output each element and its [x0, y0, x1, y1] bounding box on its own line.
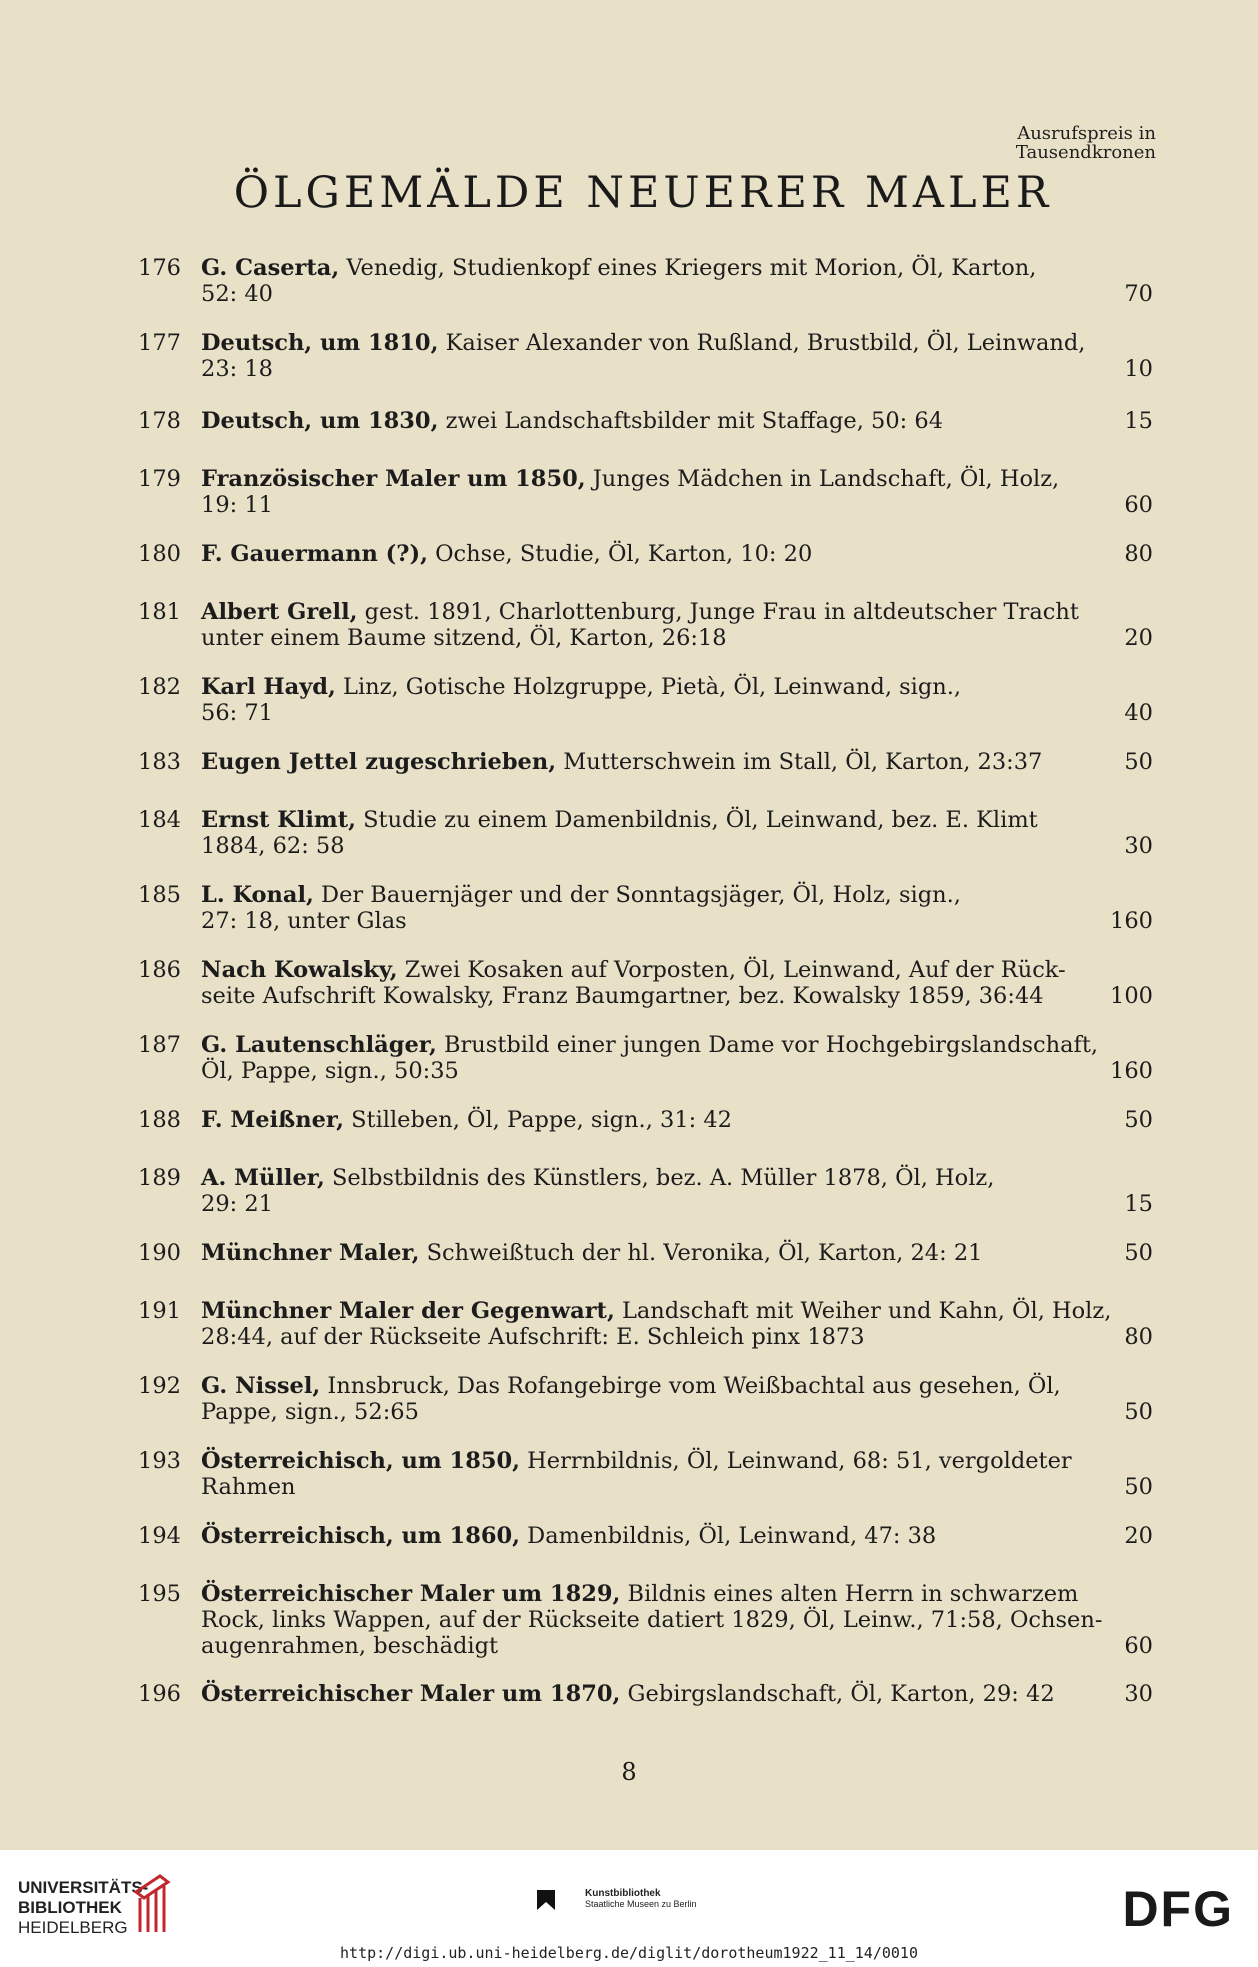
starting-price: 70: [1124, 281, 1153, 307]
entry-description: [201, 1373, 1153, 1425]
entry-line-text: [201, 1474, 296, 1500]
artist-name: Eugen Jettel zugeschrieben,: [201, 749, 557, 775]
entry-description: [201, 1107, 1153, 1133]
entry-line-text: [201, 1681, 1055, 1707]
description-text: Stilleben, Öl, Pappe, sign., 31: 42: [351, 1107, 732, 1133]
description-text: 52: 40: [201, 281, 273, 307]
entry-line-text: [201, 330, 1085, 356]
entry-line-text: [201, 908, 407, 934]
description-text: 28:44, auf der Rückseite Aufschrift: E. Schleich pinx 1873: [201, 1324, 865, 1350]
entry-line-text: [201, 983, 1044, 1009]
entry-description: [201, 749, 1153, 775]
lot-number: 191: [138, 1298, 181, 1324]
lot-number: 189: [138, 1165, 181, 1191]
ub-heidelberg-mark-icon: [130, 1872, 174, 1936]
lot-number: 194: [138, 1523, 181, 1549]
entry-description: [201, 1032, 1153, 1084]
description-text: Rahmen: [201, 1474, 296, 1500]
starting-price: 50: [1124, 1399, 1153, 1425]
entry-line-text: [201, 1058, 459, 1084]
entry-line-text: [201, 1324, 865, 1350]
entry-line-text: [201, 957, 1066, 983]
entry-line-text: [201, 541, 812, 567]
starting-price: 60: [1124, 492, 1153, 518]
description-text: Zwei Kosaken auf Vorposten, Öl, Leinwand, Auf der Rück-: [404, 957, 1066, 983]
description-text: Junges Mädchen in Landschaft, Öl, Holz,: [592, 466, 1060, 492]
artist-name: Albert Grell,: [201, 599, 358, 625]
description-text: augenrahmen, beschädigt: [201, 1633, 499, 1659]
artist-name: G. Nissel,: [201, 1373, 321, 1399]
entry-line: [201, 1107, 1153, 1133]
entry-line-text: [201, 408, 943, 434]
entry-line: [201, 1633, 1153, 1659]
page-number: 8: [621, 1758, 637, 1786]
description-text: 19: 11: [201, 492, 273, 518]
lot-number: 176: [138, 255, 181, 281]
entry-line-text: [201, 1240, 982, 1266]
starting-price: 100: [1110, 983, 1153, 1009]
description-text: Studie zu einem Damenbildnis, Öl, Leinwand, bez. E. Klimt: [363, 807, 1038, 833]
entry-line-text: [201, 1523, 936, 1549]
artist-name: L. Konal,: [201, 882, 314, 908]
entry-description: [201, 1681, 1153, 1707]
entry-description: [201, 674, 1153, 726]
description-text: Schweißtuch der hl. Veronika, Öl, Karton, 24: 21: [426, 1240, 983, 1266]
artist-name: Münchner Maler,: [201, 1240, 420, 1266]
entry-description: [201, 599, 1153, 651]
description-text: 23: 18: [201, 356, 273, 382]
entry-line-text: [201, 1298, 1111, 1324]
entry-line-text: [201, 1633, 498, 1659]
entry-line: [201, 1607, 1153, 1633]
entry-description: [201, 330, 1153, 382]
description-text: Linz, Gotische Holzgruppe, Pietà, Öl, Leinwand, sign.,: [343, 674, 962, 700]
description-text: seite Aufschrift Kowalsky, Franz Baumgartner, bez. Kowalsky 1859, 36:44: [201, 983, 1044, 1009]
description-text: Öl, Pappe, sign., 50:35: [201, 1058, 459, 1084]
entry-line-text: [201, 599, 1079, 625]
description-text: 56: 71: [201, 700, 273, 726]
starting-price: 80: [1124, 1324, 1153, 1350]
entry-line: [201, 255, 1153, 281]
lot-number: 196: [138, 1681, 181, 1707]
entry-line-text: [201, 1165, 994, 1191]
entry-line: [201, 882, 1153, 908]
entry-description: [201, 1298, 1153, 1350]
lot-number: 193: [138, 1448, 181, 1474]
kunstbibliothek-mark-icon: [537, 1890, 555, 1910]
dfg-logo[interactable]: DFG: [1122, 1881, 1234, 1937]
description-text: Innsbruck, Das Rofangebirge vom Weißbachtal aus gesehen, Öl,: [327, 1373, 1061, 1399]
starting-price: 20: [1124, 625, 1153, 651]
starting-price: 15: [1124, 1191, 1153, 1217]
lot-number: 181: [138, 599, 181, 625]
starting-price: 160: [1110, 908, 1153, 934]
entry-line: [201, 749, 1153, 775]
description-text: Bildnis eines alten Herrn in schwarzem: [627, 1581, 1079, 1607]
lot-number: 183: [138, 749, 181, 775]
entry-line-text: [201, 281, 273, 307]
ub-logo-line1: UNIVERSITÄTS-: [18, 1878, 149, 1897]
entry-description: [201, 957, 1153, 1009]
entry-line: [201, 1474, 1153, 1500]
lot-number: 192: [138, 1373, 181, 1399]
starting-price: 50: [1124, 1240, 1153, 1266]
starting-price: 20: [1124, 1523, 1153, 1549]
artist-name: G. Lautenschläger,: [201, 1032, 437, 1058]
entry-description: [201, 541, 1153, 567]
entry-description: [201, 1240, 1153, 1266]
artist-name: G. Caserta,: [201, 255, 340, 281]
entry-line-text: [201, 1373, 1061, 1399]
entry-line: [201, 1681, 1153, 1707]
artist-name: Karl Hayd,: [201, 674, 336, 700]
entry-line: [201, 356, 1153, 382]
lot-number: 182: [138, 674, 181, 700]
entry-description: [201, 807, 1153, 859]
entry-line: [201, 1373, 1153, 1399]
entry-line: [201, 330, 1153, 356]
entry-line-text: [201, 1581, 1078, 1607]
entry-description: [201, 466, 1153, 518]
entry-line: [201, 807, 1153, 833]
description-text: Mutterschwein im Stall, Öl, Karton, 23:37: [563, 749, 1043, 775]
entry-line: [201, 1058, 1153, 1084]
entry-line-text: [201, 700, 273, 726]
ub-logo-line2: BIBLIOTHEK: [18, 1898, 122, 1917]
description-text: unter einem Baume sitzend, Öl, Karton, 26:18: [201, 625, 727, 651]
price-label-line2: Tausendkronen: [1015, 142, 1156, 163]
entry-line-text: [201, 625, 727, 651]
starting-price: 10: [1124, 356, 1153, 382]
entry-line-text: [201, 882, 961, 908]
entry-line: [201, 1448, 1153, 1474]
description-text: Damenbildnis, Öl, Leinwand, 47: 38: [527, 1523, 937, 1549]
entry-line-text: [201, 1107, 732, 1133]
description-text: 1884, 62: 58: [201, 833, 345, 859]
entry-line: [201, 1523, 1153, 1549]
kb-logo-line1: Kunstbibliothek: [585, 1888, 661, 1899]
description-text: Ochse, Studie, Öl, Karton, 10: 20: [435, 541, 813, 567]
starting-price: 50: [1124, 1107, 1153, 1133]
entry-line: [201, 599, 1153, 625]
viewer-footer: [0, 1850, 1258, 1967]
entry-line: [201, 492, 1153, 518]
lot-number: 178: [138, 408, 181, 434]
entry-line-text: [201, 466, 1059, 492]
price-label-line1: Ausrufspreis in: [1017, 123, 1156, 144]
entry-description: [201, 1448, 1153, 1500]
description-text: Der Bauernjäger und der Sonntagsjäger, Öl, Holz, sign.,: [321, 882, 961, 908]
entry-line-text: [201, 1191, 273, 1217]
entry-line: [201, 625, 1153, 651]
entry-line-text: [201, 674, 961, 700]
entry-line-text: [201, 1032, 1098, 1058]
price-column-header: [956, 124, 1156, 162]
artist-name: Deutsch, um 1830,: [201, 408, 439, 434]
description-text: zwei Landschaftsbilder mit Staffage, 50: 64: [445, 408, 944, 434]
description-text: Selbstbildnis des Künstlers, bez. A. Müller 1878, Öl, Holz,: [332, 1165, 995, 1191]
lot-number: 177: [138, 330, 181, 356]
entry-line: [201, 1032, 1153, 1058]
starting-price: 40: [1124, 700, 1153, 726]
artist-name: F. Meißner,: [201, 1107, 344, 1133]
description-text: 27: 18, unter Glas: [201, 908, 407, 934]
lot-number: 180: [138, 541, 181, 567]
entry-description: [201, 1581, 1153, 1659]
entry-line-text: [201, 492, 273, 518]
entry-line: [201, 908, 1153, 934]
entry-description: [201, 1523, 1153, 1549]
starting-price: 160: [1110, 1058, 1153, 1084]
entry-description: [201, 1165, 1153, 1217]
starting-price: 30: [1124, 833, 1153, 859]
entry-line-text: [201, 1607, 1102, 1633]
artist-name: F. Gauermann (?),: [201, 541, 428, 567]
entry-line-text: [201, 807, 1038, 833]
entry-line-text: [201, 1448, 1072, 1474]
entry-line: [201, 700, 1153, 726]
artist-name: Nach Kowalsky,: [201, 957, 398, 983]
description-text: Gebirgslandschaft, Öl, Karton, 29: 42: [627, 1681, 1055, 1707]
description-text: 29: 21: [201, 1191, 273, 1217]
kb-logo-line2: Staatliche Museen zu Berlin: [585, 1899, 697, 1909]
lot-number: 184: [138, 807, 181, 833]
artist-name: Münchner Maler der Gegenwart,: [201, 1298, 615, 1324]
entry-line: [201, 466, 1153, 492]
ub-logo-line3: HEIDELBERG: [18, 1918, 128, 1937]
kunstbibliothek-logo[interactable]: [585, 1888, 697, 1909]
lot-number: 188: [138, 1107, 181, 1133]
lot-number: 186: [138, 957, 181, 983]
starting-price: 80: [1124, 541, 1153, 567]
artist-name: Österreichischer Maler um 1829,: [201, 1581, 621, 1607]
entry-line: [201, 1240, 1153, 1266]
entry-line: [201, 408, 1153, 434]
permalink-url[interactable]: http://digi.ub.uni-heidelberg.de/diglit/dorotheum1922_11_14/0010: [340, 1944, 918, 1962]
entry-line-text: [201, 356, 273, 382]
entry-line-text: [201, 749, 1042, 775]
description-text: Landschaft mit Weiher und Kahn, Öl, Holz,: [621, 1298, 1112, 1324]
entry-line: [201, 1165, 1153, 1191]
lot-number: 187: [138, 1032, 181, 1058]
entry-line: [201, 957, 1153, 983]
ub-heidelberg-logo[interactable]: [18, 1878, 148, 1938]
description-text: Brustbild einer jungen Dame vor Hochgebirgslandschaft,: [444, 1032, 1099, 1058]
entry-line: [201, 983, 1153, 1009]
lot-number: 185: [138, 882, 181, 908]
artist-name: Deutsch, um 1810,: [201, 330, 439, 356]
page-title: ÖLGEMÄLDE NEUERER MALER: [233, 168, 1053, 218]
artist-name: Österreichisch, um 1860,: [201, 1523, 520, 1549]
entry-line-text: [201, 1399, 419, 1425]
starting-price: 15: [1124, 408, 1153, 434]
description-text: Herrnbildnis, Öl, Leinwand, 68: 51, vergoldeter: [527, 1448, 1072, 1474]
entry-line: [201, 1191, 1153, 1217]
artist-name: A. Müller,: [201, 1165, 325, 1191]
entry-line-text: [201, 255, 1036, 281]
lot-number: 190: [138, 1240, 181, 1266]
lot-number: 195: [138, 1581, 181, 1607]
entry-line: [201, 833, 1153, 859]
entry-line: [201, 281, 1153, 307]
entry-line: [201, 674, 1153, 700]
entry-description: [201, 882, 1153, 934]
starting-price: 50: [1124, 749, 1153, 775]
starting-price: 30: [1124, 1681, 1153, 1707]
lot-number: 179: [138, 466, 181, 492]
entry-line: [201, 1324, 1153, 1350]
description-text: Venedig, Studienkopf eines Kriegers mit Morion, Öl, Karton,: [346, 255, 1037, 281]
entry-line: [201, 1581, 1153, 1607]
artist-name: Österreichisch, um 1850,: [201, 1448, 520, 1474]
artist-name: Ernst Klimt,: [201, 807, 356, 833]
entry-line: [201, 541, 1153, 567]
starting-price: 60: [1124, 1633, 1153, 1659]
entry-description: [201, 408, 1153, 434]
entry-description: [201, 255, 1153, 307]
description-text: Pappe, sign., 52:65: [201, 1399, 419, 1425]
entry-line: [201, 1399, 1153, 1425]
description-text: Kaiser Alexander von Rußland, Brustbild, Öl, Leinwand,: [445, 330, 1086, 356]
entry-line-text: [201, 833, 345, 859]
description-text: gest. 1891, Charlottenburg, Junge Frau in altdeutscher Tracht: [364, 599, 1079, 625]
entry-line: [201, 1298, 1153, 1324]
artist-name: Französischer Maler um 1850,: [201, 466, 586, 492]
description-text: Rock, links Wappen, auf der Rückseite datiert 1829, Öl, Leinw., 71:58, Ochsen-: [201, 1607, 1103, 1633]
artist-name: Österreichischer Maler um 1870,: [201, 1681, 621, 1707]
starting-price: 50: [1124, 1474, 1153, 1500]
